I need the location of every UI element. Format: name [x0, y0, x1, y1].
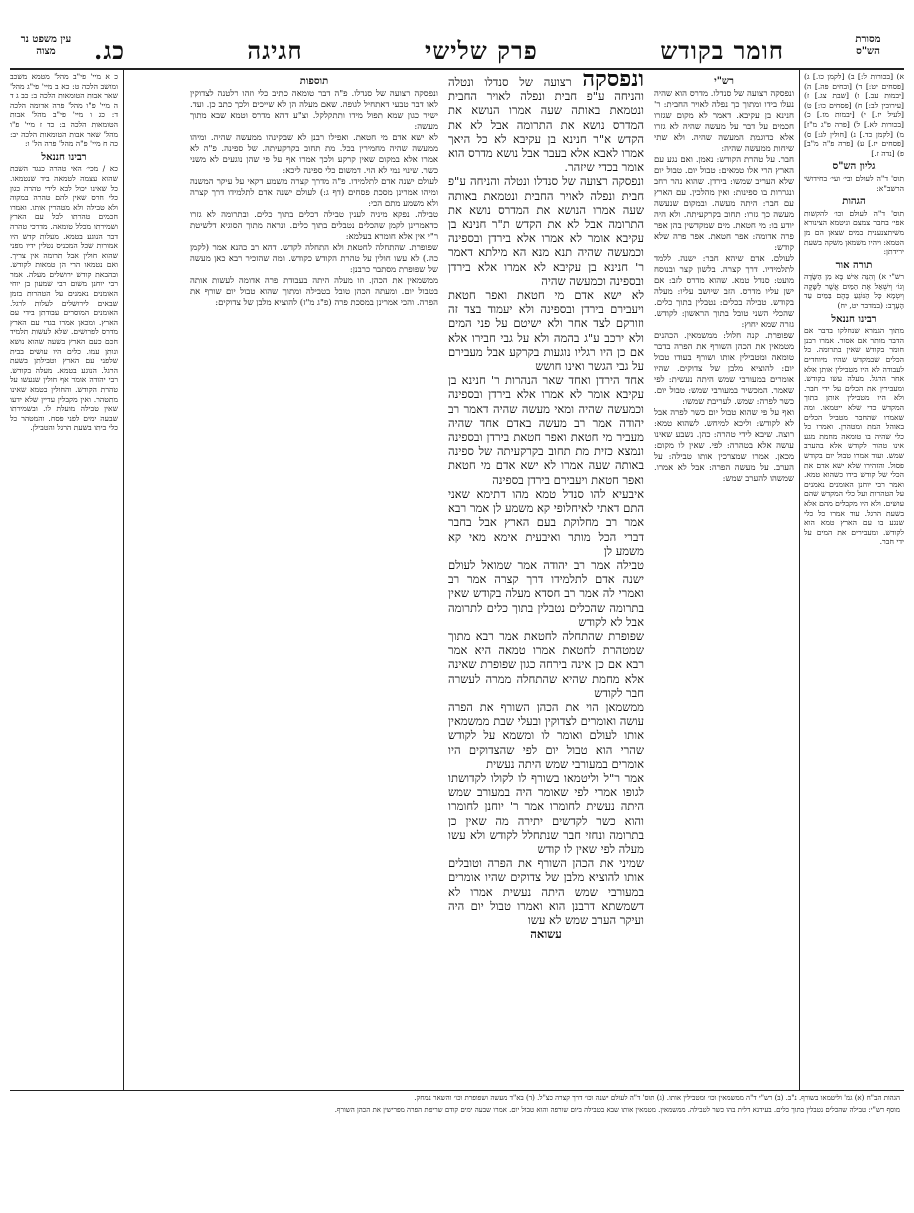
page-title	[94, 36, 784, 66]
tosafot-title: תוספות	[299, 76, 329, 87]
rashi-paragraph: חבר. על טהרת הקודש: נאמן. ואם נגע עם הארץ הרי אלו טמאים: טבול יום. טבול יום שלא העריב שמשו: בירדן. שהוא נהר רחב ונגררות בו ספינות: ואין מהלכין. עם הארץ עם חבר: היתה מעשה. ובמקום שנעשה מעשה כך גזרו: תחוב בקרקעיתה. ולא היה יודע בו: מי חטאת. מים שמקדשין בהן אפר פרה אדומה: אפר חטאת. אפר פרה שלא קודש:	[654, 155, 794, 253]
footer-note-hagahot-bach: הגהות הב"ח (א) גמ' וליטמאו בשורף. נ"ב. (ב) רש"י ד"ה ממשמאין וכו׳ ומטבילין אותו. (ג) תוס' ד"ה לעולם ישנה וכו׳ דרך קצרה כצ"ל. (ד) בא"ד מעשה ושפופרת וכו׳ והשאר נמחק.	[414, 1094, 900, 1102]
gilyon-notes: תוס' ד"ה לעולם ובי׳ ועי׳ בחידושי הרשב"א:	[804, 173, 904, 193]
footer-notes	[10, 1094, 900, 1115]
tosafot-paragraph: ממשמאין את הכהן. וזו מעלה היתה בעבודת פרה אדומה לעשות אותה בטבול יום. ומעתה הכהן טובל בטבילה ומתוך שהוא טבול יום שורף את הפרה. והכי אמרינן במסכת פרה (פ"ג מ"ז) להוציא מלבן של צדוקים:	[190, 276, 438, 308]
gemara-paragraph: אחד הירדן ואחד שאר הנהרות ר' חנינא בן עקיבא אומר לא אמרו אלא בירדן ובספינה וכמעשה שהיה ומאי מעשה שהיה דאמר רב יהודה אמר רב מעשה באדם אחד שהיה מעביר מי חטאת ואפר חטאת בירדן ובספינה ונמצא כזית מת תחוב בקרקעיתה של ספינה באותה שעה אמרו לא ישא אדם מי חטאת ואפר חטאת ויעבירם בירדן בספינה	[448, 373, 644, 487]
gemara-paragraph: טבילה אמר רב יהודה אמר שמואל לעולם ישנה אדם לתלמידו דרך קצרה אמר רב ואמרי לה אמר רב חסדא מעלה בקודש שאין בתרומה שהכלים נטבלין בתוך כלים לתרומה אבל לא לקודש	[448, 557, 644, 629]
right-margin-rule	[799, 70, 800, 1090]
gemara-column	[448, 72, 644, 1082]
masoret-label: מסורת הש"ס	[855, 34, 881, 57]
tosafot-paragraph: שפופרת. שהתחלה לחטאת ולא התחלה לקדש. דהא רב כהנא אמר (לקמן כה.) לא עשו חולין על טהרת הקודש כקודש. ומה שהזכיר רבא כאן מעשה של שפופרת מסתבר כרבנן:	[190, 243, 438, 275]
title-part-chapter-name: חומר בקודש	[660, 36, 784, 65]
rashi-title: רש"י	[714, 76, 734, 87]
gemara-paragraph: שפופרת שהתחלה לחטאת אמר רבא מתוך שמטהרת לחטאת אמרו טמאה היא אמר רבא אם כן אינה בירחה כגון שפופרת שאינה אלא מחמת שהיא שהתחלה ממרה לעשרה חבר לקודש	[448, 628, 644, 700]
footer-rule	[10, 1090, 904, 1091]
ein-mishpat-label: עין משפט נר מצוה	[20, 34, 72, 57]
gemara-end-word: עשואה	[530, 927, 562, 942]
hagahot-notes: תוס' ד"ה לעולם וכו׳ להקשות אפי׳ בחבר צמצם וניטמא הצינורא משיתצנענית במים שצאן הם מן הטמא: ויהיו משמאן משקה בשעת ירידתן:	[804, 208, 904, 257]
masoret-notes: א) [בכורות ל:] ב) [לקמן כו.] ג) [פסחים יט:] ד) [ובחים פה.] ה) [יבמות עב.] ו) [שבת צג.] ז) [עירובין לב:] ח) [פסחים כו:] ט) [לעיל יז.] י) [יבמות מז.] כ) [בכורות לא.] ל) [פרה פ"ג מ"ז] מ) [לקמן כד.] נ) [חולין לג:] ס) [פסחים יז.] ע) [פרה פ"ה מ"ב] פ) [נדה ז.]	[804, 72, 904, 158]
gemara-paragraph: ונפסקה רצועה של סנדלו ונטלה והניחה ע"פ חבית ונפלה לאויר החבית ונטמאת באותה שעה אמרו הנושא את המדרס נושא את התרומה אבל לא את הקדש ת"ר חנינא בן עקיבא אומר לא אמרו אלא בירדן ובספינה וכמעשה שהיה תנא מנא הא מילתא דאמר ר' חנינא בן עקיבא לא אמרו אלא בירדן ובספינה וכמעשה שהיה	[448, 174, 644, 288]
rashi-paragraph: ואף על פי שהוא טבול יום כשר לפרה אבל לא לקודש: וליכא למיחש. לשהוא טמא: רוצה. שיבא לידי טהרה: כהן. נשבע שאינו עושה אלא בטהרה: לפי. שאין לו מקום: מכאן. אמרו שמצרכין אותו טבילה: על הערב. על מעשה הפרה: אבל לא אמרו. שמשהו להערב שמש:	[654, 408, 794, 484]
tosafot-column	[190, 72, 438, 1082]
title-part-chapter-number: פרק שלישי	[424, 36, 538, 65]
rabbeinu-chananel-left: כא / מכי׳ האי טהרה כנגד השבת שהוא עצמה לטמאה ביד שנטמאו. כל שאינו יכול לבא לידי טהרה כגון כלי חרס שאין להם טהרה במקוה ולא טבילה ולא מטהרין אותו. ואמרו חכמים טהרתו לכל עם הארץ ושמירתו מכלל טומאה. מדרכי טהרה דבר הנוגע בטמא. מעלות קדש היו אמורות שכל המכניס נטלין ידיו מפני שהוא חולין אבל תרומה אין צריך. ואם נטמאו הרי הן טמאות לקודש. ובהבאת קודש ירושלים מעלה. אמר רבי יוחנן משום רבי שמעון בן יוחי האומנים נאמנים על הטהרות בזמן שבאים לירושלים לעלות לרגל. האומנים המוסרים עבודתן בידי עם הארץ. ומכאן אמרו בגדי עם הארץ מדרס לפרושים. שלא לעשות תלמיד חכם כעם הארץ בשעה שהוא נושא ונותן עמו. כלים היו עושים בבית שלפני עם הארץ וטבילתן בשעת הרגל. הנוגע בטמא. מעלה בקודש. רבי יהודה אומר אף חולין שנעשו על טהרת הקודש. והחולין בטמא שאינו מתטהר. ואין מקבלין עדיין שלא ידעו שאין טבילה מועלת לו. ובשמירתו שבעה ימים לפני פסח. והמטהר כל כלי ביתו בשעת הרגל והטבילן.	[10, 164, 118, 433]
torah-or-title: תורה אור	[835, 259, 873, 271]
left-margin-rule	[123, 70, 124, 1090]
torah-or-notes: רש"י א) וְהִנֵּה אִישׁ בָּא מִן הַשָּׂדֶה וְגוֹ׳ וְיִשְׁאַל אֶת הַמַּיִם אֲשֶׁר לַשָּׁקֶה וְיִטְמָא כָּל הַנּוֹגֵעַ בָּהֶם בַּמַּיִם עַד הָעָרֶב: (במדבר יט, יח)	[804, 272, 904, 311]
rabbeinu-chananel-left-title: רבינו חננאל	[41, 151, 87, 163]
tosafot-paragraph: טבילה. נפקא מיניה לענין טבילה דכלים בתוך כלים. ובתרומה לא גזרו כדאמרינן לקמן שהכלים נטבלים בתוך כלים. ונראה מתוך הסוגיא דלשיטת ר"י אין אלא חומרא בעלמא:	[190, 210, 438, 242]
rashi-paragraph: שפופרת. קנה חלול: ממשמאין. הכהנים מטמאין את הכהן השורף את הפרה בדבר טומאה ומטבילין אותו ושורף בעודו טבול יום: להוציא מלבן של צדוקים. שהיו אומרים במעורבי שמש היתה נעשית: לפי שאמר. המכשיר במעורבי שמש: טבול יום. כשר לפרה: שמש. לעריבת שמשו:	[654, 331, 794, 407]
rashi-paragraph: ונפסקה רצועה של סנדלו. מדרס הוא שהיה נעלו בידו ומתוך כך נפלה לאויר החבית: ר' חנינא בן עקיבא. דאמר לא מקום שגזרו חכמים על דבר על מעשה שהיה לא גזרו אלא כדוגמת המעשה שהיה. ולא שתי שיחות ממעשה שהיה:	[654, 89, 794, 154]
gemara-paragraph: שמיני את הכהן השורף את הפרה וטובלים אותו להוציא מלבן של צדוקים שהיו אומרים במעורבי שמש היתה נעשית אמרו לא דשמשתא דרבנן הוא ואמרו טבול יום היה ועיקר הערב שמש לא עשו	[448, 856, 644, 927]
footer-note-musaf-rashi: מוסף רש"י: טבילה שהכלים נטבלין בתוך כלים. בעידנא דלית בהו כשר לטבילה. ממשמאין. מטמאין אותו שבא בטבילה ביום שורפה והוא טבול יום. אמרו שבעה ימים קודם שריפת הפרה מפרישין את הכהן השורף.	[334, 1106, 900, 1114]
mishnah-text	[448, 72, 644, 174]
mishnah-body: רצועה של סנדלו ונטלה והניחה ע"פ חבית ונפלה לאויר החבית ונטמאת באותה שעה אמרו הנושא את המדרס נושא את התרומה אבל לא את הקדש א"ר חנינא בן עקיבא לא כל היאך אמרו לאבא אלא בעבר אבל נושא מדרס הוא אומר בכדי שיזהר.	[448, 75, 644, 175]
ein-mishpat-notes: כ א מיי' פי"ב מהל' מטמא משכב ומושב הלכה ט: כא ב מיי' פי"ג מהל' שאר אבות הטומאות הלכה ב: כב ג ד ה מיי' פ"ו מהל' פרה אדומה הלכה ד: כג ו מיי' פי"ב מהל' אבות הטומאות הלכה ב: כד ז מיי' פ"ו מהל' שאר אבות הטומאות הלכה יב: כה ח מיי' פ"ה מהל' פרה הל' ו:	[10, 72, 118, 149]
rashi-column	[654, 72, 794, 1082]
gilyon-title: גליון הש"ס	[832, 161, 876, 173]
mishnah-opening-word: ונפסקה	[582, 72, 644, 92]
tosafot-paragraph: לא ישא אדם מי חטאת. ואפילו רבנן לא שבקינהו ממעשה שהיה. ומיהו ממעשה שהיה מחמירין בכל. מת תחוב בקרקעיתה. של ספינה. פ"ה לא אמרו אלא במקום שאין קרקע ולכך אמרו אף על פי שהן נוגעים לא משני כשר. שינוי נמי לא הוי. דמשום כלי ספינה ליכא:	[190, 133, 438, 176]
page-header	[10, 34, 904, 68]
gemara-paragraph: ממשמאן הוי את הכהן השורף את הפרה עושה ואומרים לצדוקין ובעלי שבת ממשמאין אותו לעולם ואומר לו ומשמא על לקודש שהרי הוא טבול יום לפי שהצדוקים היו אומרים במעורבי שמש היתה נעשית	[448, 699, 644, 771]
rabbeinu-chananel-right-title: רבינו חננאל	[831, 313, 877, 325]
title-part-folio: כג.	[94, 36, 126, 65]
tosafot-paragraph: ונפסקה רצועה של סנדלו. פ"ה דבר טומאה כתיב כלי וזהו רלטנה לצדוקין לאו דבר טבעי דאתחיל לגופה. שאם מעלה הן לא שייכים ולכך כתב כן. ועד. ישיר כגון שמא תפול מידו ותתקלקל. וצ"ע דהא מדרס וטמא שבא מתוך מעשה:	[190, 89, 438, 132]
title-part-tractate: חגיגה	[247, 36, 303, 65]
gemara-paragraph: איבעיא להו סנדל טמא מהו דתימא שאני התם דאתי לאיחלופי קא משמע לן אמר רבא אמר רב מחלוקת בעם הארץ אבל בחבר דברי הכל מותר ואיבעית אימא מאי קא משמע לן	[448, 486, 644, 558]
hagahot-title: הגהות	[842, 196, 866, 208]
header-rule	[10, 68, 904, 70]
rabbeinu-chananel-right: מתוך הגמרא שנחלקו בדבר אם הדבר מותר אם אסור. אמרו רבנן חומר בקודש שאין בתרומה. כל הכלים שבמקדש שהיו מיוחדים לעבודה לא היו מטבילין אותן אלא אחר הרגל. מעלה עשו בקודש. ומעבירין את הכלים על ידי חבר. ולא היו מטבילין אותן בתוך המקדש כדי שלא ייטמאו. ומה שאמרו שהחבר מטביל הכלים באוהל המת ומטהרן. ואמרו כל כלי שהיה בו טומאה מחמת מגע אינו טהור לקודש אלא בהערב שמש. ועוד אמרו טבול יום בקודש פסול. והזהירו שלא ישא אדם את הכלי של קודש בידו כשהוא טמא. ואמר רבי יוחנן האומנים נאמנים על הטהרות ועל כלי המקדש שהם עושים. ולא היו מקבלים מהם אלא בשעת הרגל. עוד אמרו כל כלי שנגע בו עם הארץ טמא הוא לקודש. ומעבירים את המים על ידי חבר.	[804, 326, 904, 547]
tosafot-paragraph: לעולם ישנה אדם לתלמידו. פ"ה מדרך קצרה משמע דקאי על עיקר המשנה ומיהו אמרינן מסכת פסחים (דף ג:) לעולם ישנה אדם לתלמידו דרך קצרה ולא משמע מתם הכי:	[190, 177, 438, 209]
gemara-paragraph: אמר ר"ל וליטמאו בשורף לו לקולו לקדושתו לגופו אמרי לפי שאומר היה במעורב שמש היתה נעשית לחומרו אמר ר' יוחנן לחומרו והוא כשר לקדשים יתירה מה שאין כן בתרומה ונחזי חבר שנתחלל לקודש ולא עשו מעלה לפי שאין לו קודש	[448, 770, 644, 856]
left-margin-column	[10, 72, 118, 1082]
rashi-paragraph: לעולם. אדם שיהא חבר: ישנה. ללמד לתלמידיו. דרך קצרה. בלשון קצר ובנוסח מועט: סנדל טמא. שהוא מדרס לזב: אם ישן עליו מדרס. הזב שיושב עליו: מעלה בקודש. טבילה בכלים: נטבלין בתוך כלים. שהכלי השני טובל בתוך הראשון: לקודש. גזרה שמא יחוץ:	[654, 254, 794, 330]
gemara-paragraph: לא ישא אדם מי חטאת ואפר חטאת ויעבירם בירדן ובספינה ולא יעמוד בצד זה וזורקם לצד אחר ולא ישיטם על פני המים ולא ירכב ע"ג בהמה ולא על גבי חבירו אלא אם כן היו רגליו נוגעות בקרקע אבל מעבירם על גבי הגשר ואינו חושש	[448, 288, 644, 374]
right-margin-column	[804, 72, 904, 1082]
